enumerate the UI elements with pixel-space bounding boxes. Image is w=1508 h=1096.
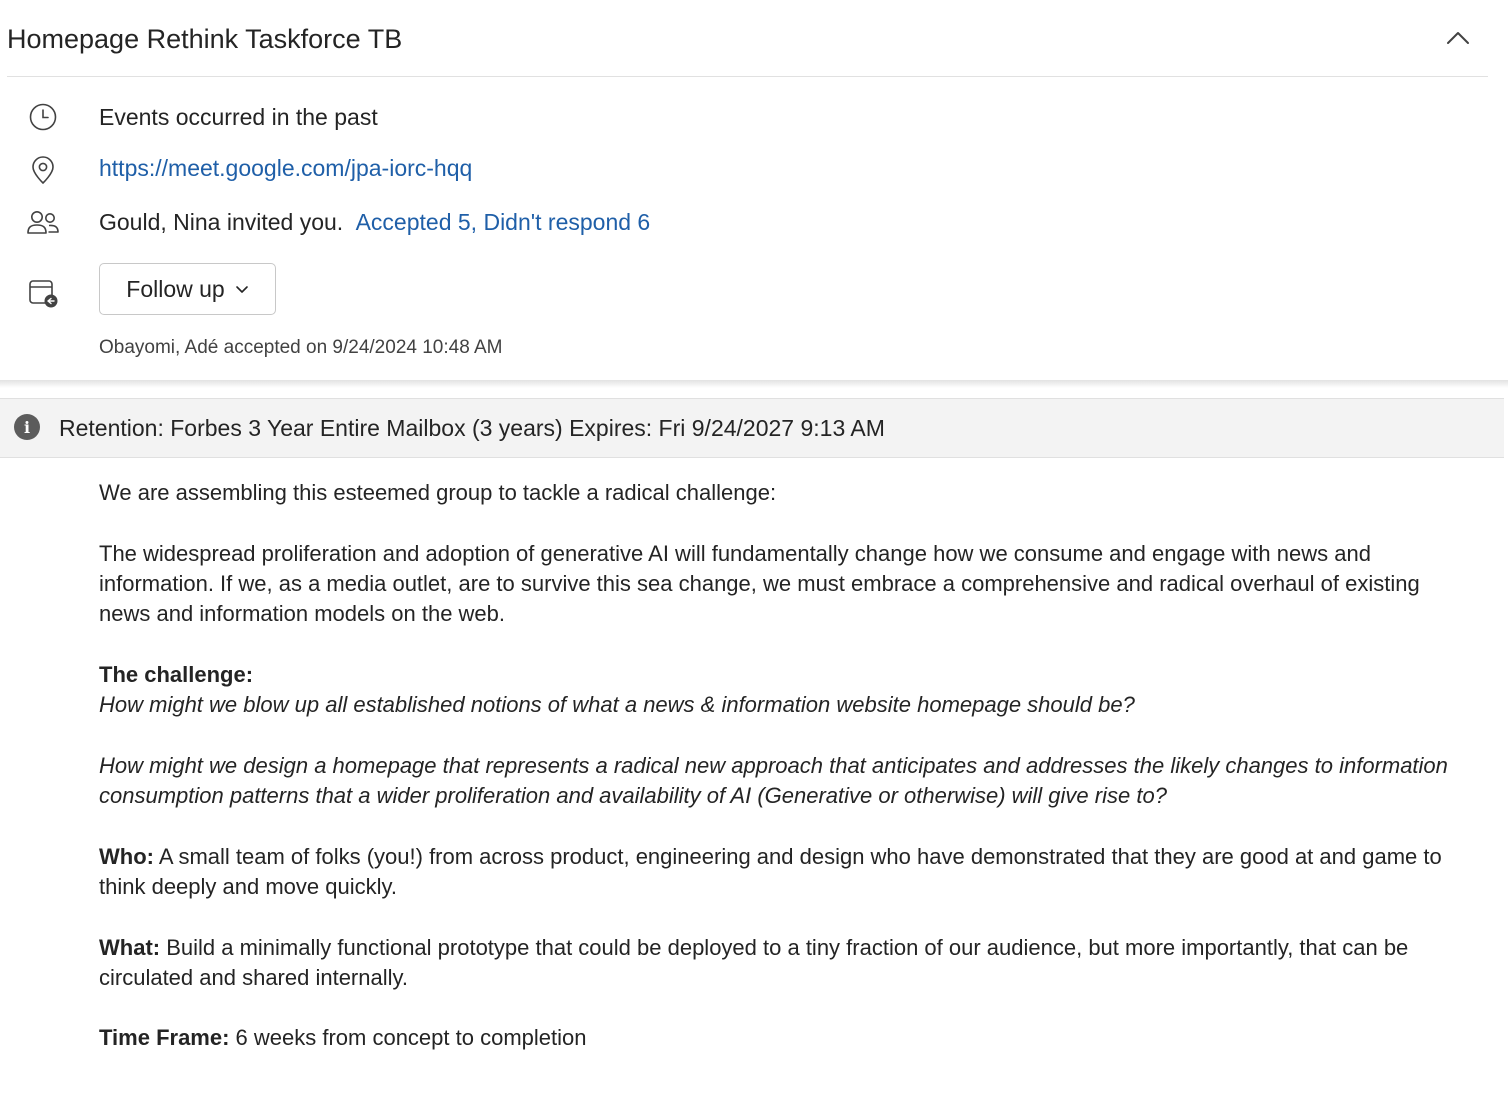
- message-body: [99, 478, 1449, 1084]
- challenge-heading: The challenge:: [99, 661, 254, 687]
- collapse-button[interactable]: [1444, 24, 1472, 52]
- retention-text: Retention: Forbes 3 Year Entire Mailbox (3 years) Expires: Fri 9/24/2027 9:13 AM: [59, 415, 885, 441]
- responses-link[interactable]: Accepted 5, Didn't respond 6: [355, 209, 651, 235]
- challenge-question-2: How might we design a homepage that represents a radical new approach that anticipates and addresses the likely changes to information consumption patterns that a wider proliferation and availability of AI (Generative or otherwise) will give rise to?: [99, 752, 1448, 808]
- timeframe-paragraph: [99, 1023, 1449, 1053]
- who-text: A small team of folks (you!) from across product, engineering and design who have demonstrated that they are good at and game to think deeply and move quickly.: [99, 843, 1442, 899]
- challenge-block: [99, 660, 1449, 720]
- invite-line: [99, 209, 650, 236]
- calendar-reply-icon: [26, 276, 60, 310]
- clock-icon: [26, 100, 60, 134]
- who-paragraph: [99, 842, 1449, 902]
- chevron-down-icon: [235, 285, 249, 294]
- location-pin-icon: [26, 153, 60, 187]
- chevron-up-icon: [1446, 31, 1470, 45]
- retention-banner: [0, 398, 1504, 458]
- invite-text: Gould, Nina invited you.: [99, 209, 344, 235]
- section-divider: [0, 380, 1508, 388]
- what-text: Build a minimally functional prototype that could be deployed to a tiny fraction of our audience, but more importantly, that can be circulated and shared internally.: [99, 934, 1409, 990]
- who-label: Who:: [99, 843, 154, 869]
- event-title: Homepage Rethink Taskforce TB: [7, 24, 403, 54]
- what-label: What:: [99, 934, 161, 960]
- event-header: [7, 0, 1488, 77]
- meeting-link[interactable]: https://meet.google.com/jpa-iorc-hqq: [99, 155, 473, 181]
- challenge-question-2-paragraph: [99, 751, 1449, 811]
- timeframe-text: 6 weeks from concept to completion: [229, 1025, 587, 1051]
- info-icon: i: [14, 414, 40, 440]
- follow-up-button[interactable]: [99, 263, 276, 315]
- event-time-text: Events occurred in the past: [99, 104, 378, 130]
- intro-paragraph: We are assembling this esteemed group to tackle a radical challenge:: [99, 480, 777, 505]
- accepted-note: Obayomi, Adé accepted on 9/24/2024 10:48 AM: [99, 337, 503, 358]
- challenge-question-1: How might we blow up all established notions of what a news & information website homepage should be?: [99, 692, 1135, 718]
- what-paragraph: [99, 933, 1449, 993]
- timeframe-label: Time Frame:: [99, 1025, 230, 1051]
- follow-up-label: Follow up: [126, 275, 225, 302]
- people-icon: [26, 206, 60, 240]
- context-paragraph: The widespread proliferation and adoption of generative AI will fundamentally change how we consume and engage with news and information. If we, as a media outlet, are to survive this sea change, we must embrace a comprehensive and radical overhaul of existing news and information models on the web.: [99, 540, 1420, 627]
